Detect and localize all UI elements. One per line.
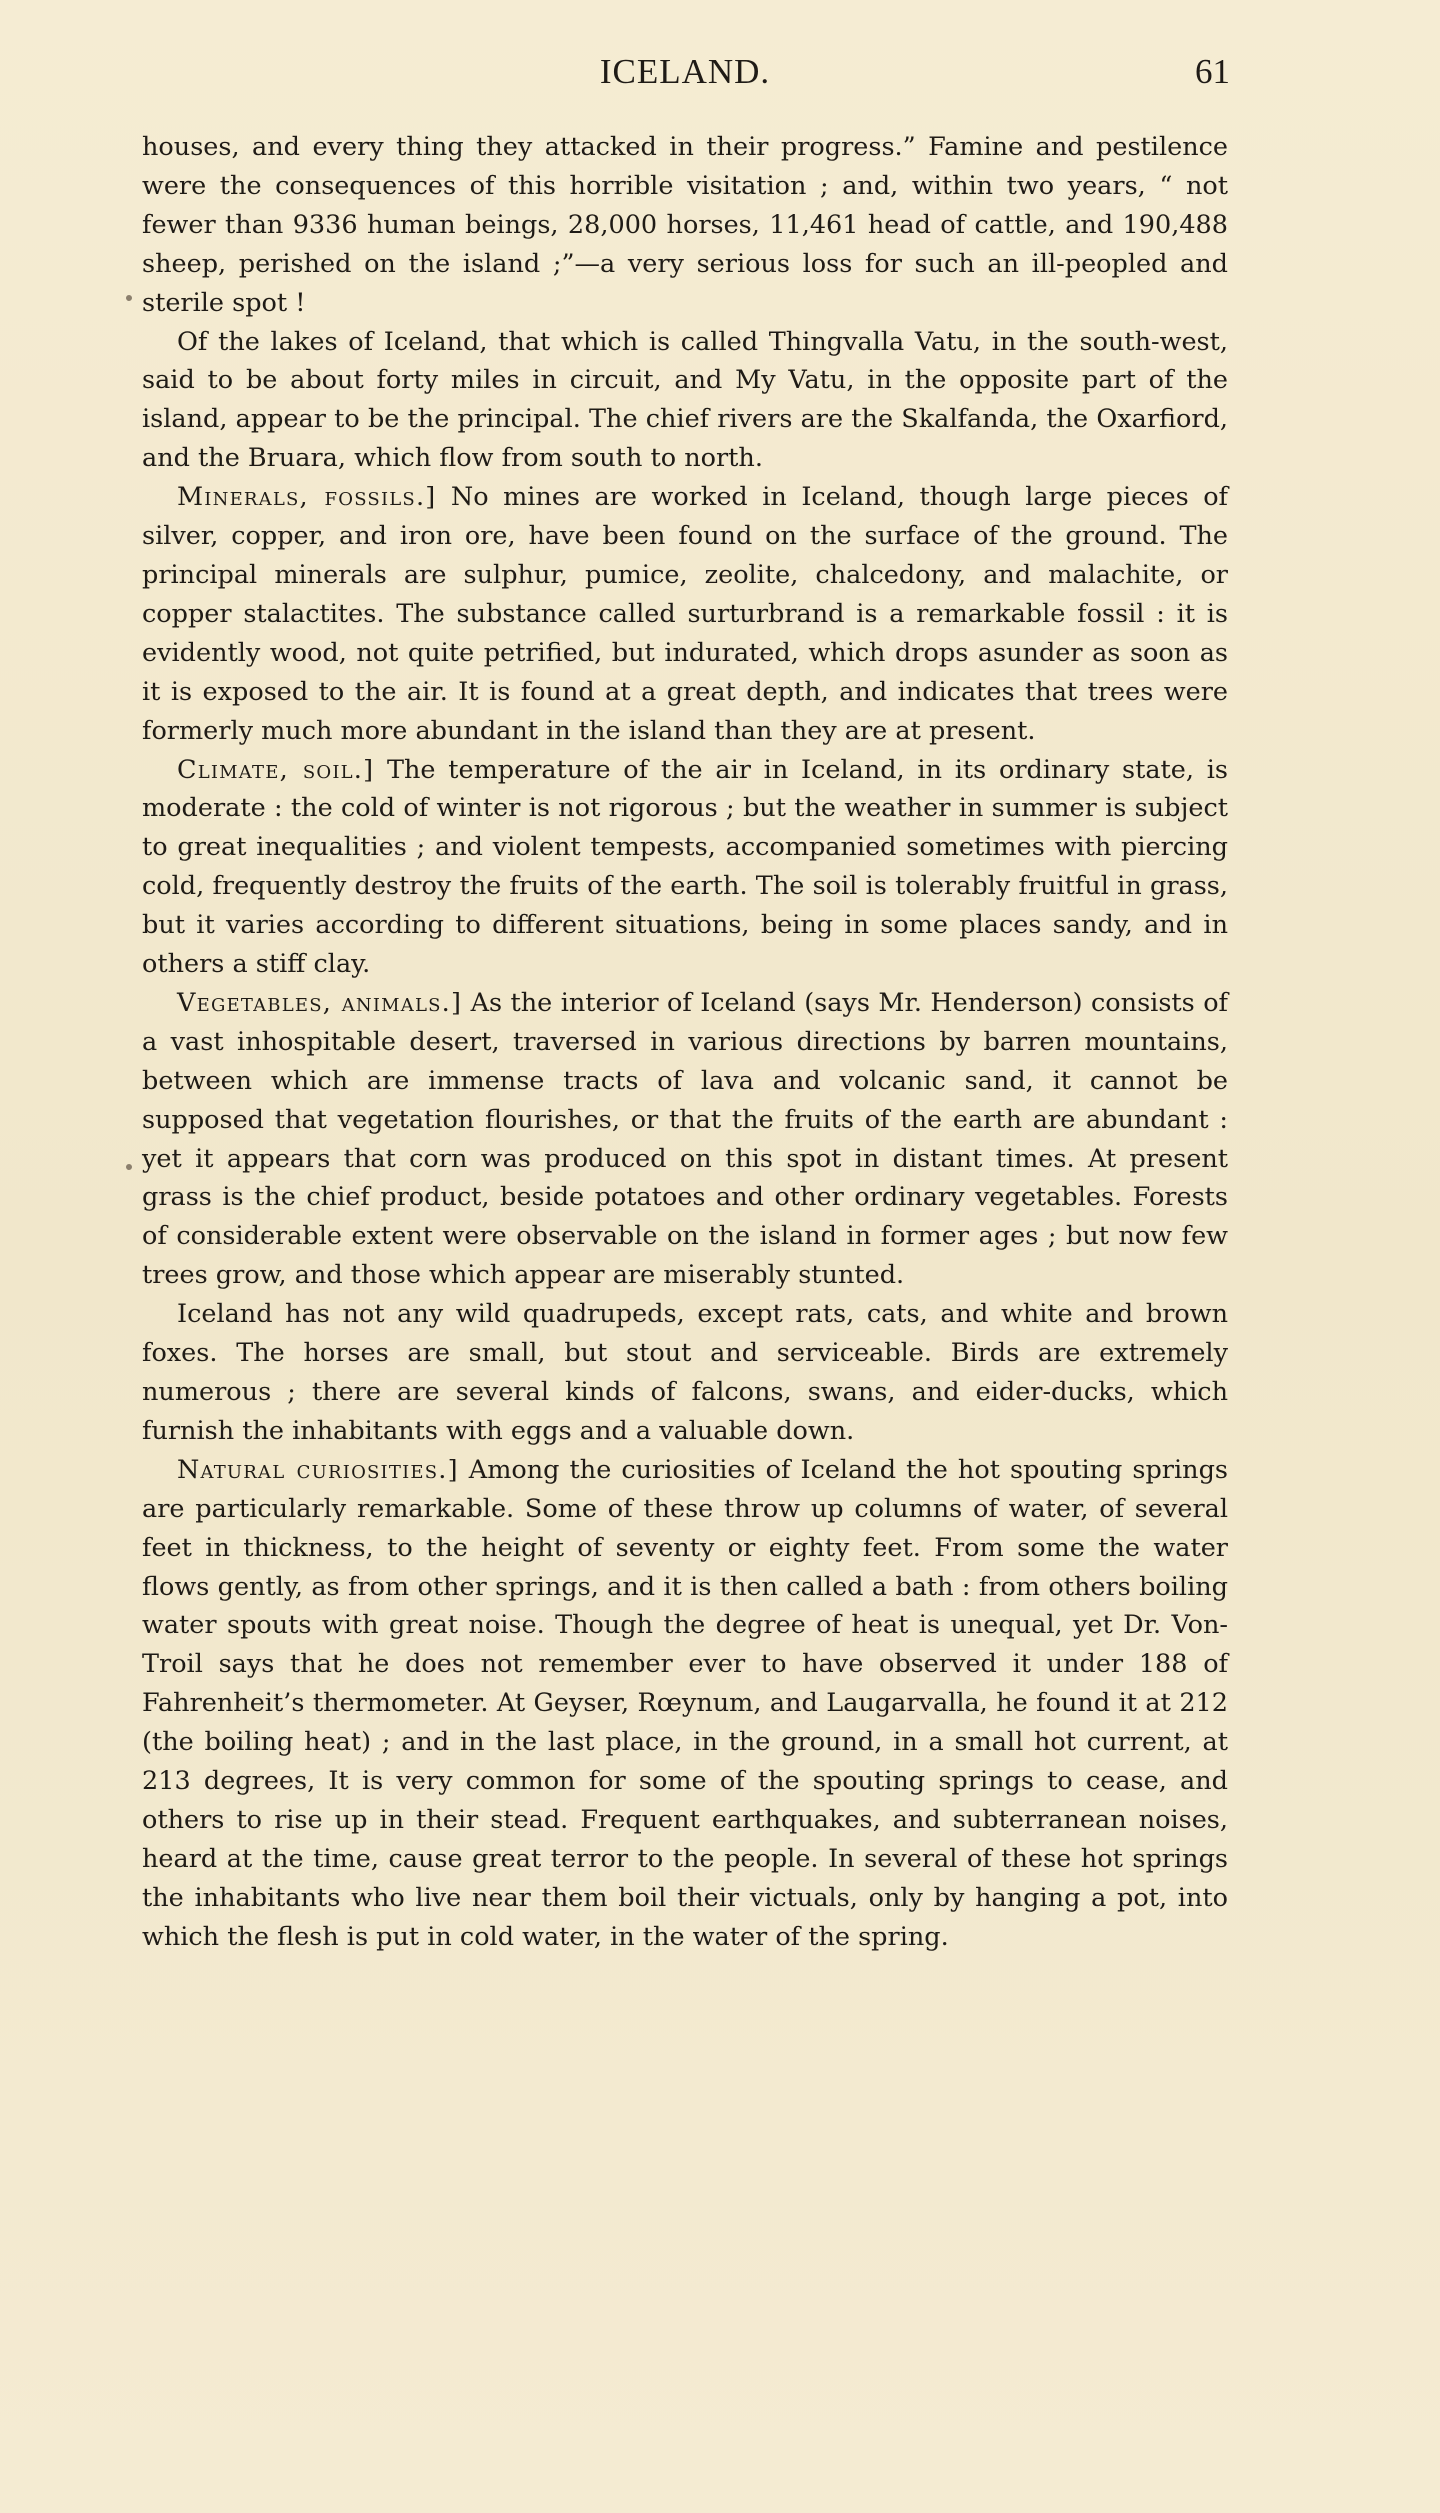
paragraph-lakes (142, 323, 1228, 479)
paragraph-text: Of the lakes of Iceland, that which is called Thingvalla Vatu, in the south-west, said to be about forty miles in circuit, and My Vatu, in the opposite part of the island, appear to be the principal. The chief rivers are the Skalfanda, the Oxarfiord, and the Bruara, which flow from south to north. (142, 326, 1228, 474)
paragraph-minerals (142, 478, 1228, 750)
paragraph-text: The temperature of the air in Iceland, in its ordinary state, is moderate : the cold of winter is not rigorous ; but the weather in summer is subject to great inequalities ; and violent tempests, accompanied sometimes with piercing cold, frequently destroy the fruits of the earth. The soil is tolerably fruitful in grass, but it varies according to different situations, being in some places sandy, and in others a stiff clay. (142, 754, 1228, 980)
margin-ink-mark (126, 1164, 132, 1170)
section-heading: Natural curiosities.] (177, 1454, 459, 1485)
page-number: 61 (1195, 52, 1230, 91)
paragraph-text: As the interior of Iceland (says Mr. Henderson) consists of a vast inhospitable desert, traversed in various directions by barren mountains, between which are immense tracts of lava and volcanic sand, it cannot be supposed that vegetation flourishes, or that the fruits of the earth are abundant : yet it appears that corn was produced on this spot in distant times. At present grass is the chief product, beside potatoes and other ordinary vegetables. Forests of considerable extent were observable on the island in former ages ; but now few trees grow, and those which appear are miserably stunted. (142, 987, 1228, 1291)
paragraph-curiosities (142, 1451, 1228, 1957)
paragraph-text: No mines are worked in Iceland, though large pieces of silver, copper, and iron ore, have been found on the surface of the ground. The principal minerals are sulphur, pumice, zeolite, chalcedony, and malachite, or copper stalactites. The substance called surturbrand is a remarkable fossil : it is evidently wood, not quite petrified, but indurated, which drops asunder as soon as it is exposed to the air. It is found at a great depth, and indicates that trees were formerly much more abundant in the island than they are at present. (142, 482, 1228, 746)
section-heading: Climate, soil.] (177, 754, 375, 785)
paragraph-text: Iceland has not any wild quadrupeds, except rats, cats, and white and brown foxes. The horses are small, but stout and serviceable. Birds are extremely numerous ; there are several kinds of falcons, swans, and eider-ducks, which furnish the inhabitants with eggs and a valuable down. (142, 1299, 1228, 1446)
paragraph-animals (142, 1295, 1228, 1451)
paragraph-text: houses, and every thing they attacked in their progress.” Famine and pestilence were the consequences of this horrible visitation ; and, within two years, “ not fewer than 9336 human beings, 28,000 horses, 11,461 head of cattle, and 190,488 sheep, perished on the island ;”—a very serious loss for such an ill-peopled and sterile spot ! (142, 132, 1228, 318)
paragraph-famine (142, 128, 1228, 323)
body-text (142, 128, 1228, 1957)
margin-ink-mark (126, 295, 132, 301)
page-header (140, 52, 1230, 102)
section-heading: Minerals, fossils.] (177, 482, 437, 513)
section-heading: Vegetables, animals.] (177, 987, 463, 1018)
running-title: ICELAND. (599, 52, 771, 91)
paragraph-climate (142, 751, 1228, 984)
paragraph-vegetables (142, 984, 1228, 1295)
paragraph-text: Among the curiosities of Iceland the hot spouting springs are particularly remarkable. Some of these throw up columns of water, of several feet in thickness, to the height of seventy or eighty feet. From some the water flows gently, as from other springs, and it is then called a bath : from others boiling water spouts with great noise. Though the degree of heat is unequal, yet Dr. Von-Troil says that he does not remember ever to have observed it under 188 of Fahrenheit’s thermometer. At Geyser, Rœynum, and Laugarvalla, he found it at 212 (the boiling heat) ; and in the last place, in the ground, in a small hot current, at 213 degrees, It is very common for some of the spouting springs to cease, and others to rise up in their stead. Frequent earthquakes, and subterranean noises, heard at the time, cause great terror to the people. In several of these hot springs the inhabitants who live near them boil their victuals, only by hanging a pot, into which the flesh is put in cold water, in the water of the spring. (142, 1454, 1228, 1952)
